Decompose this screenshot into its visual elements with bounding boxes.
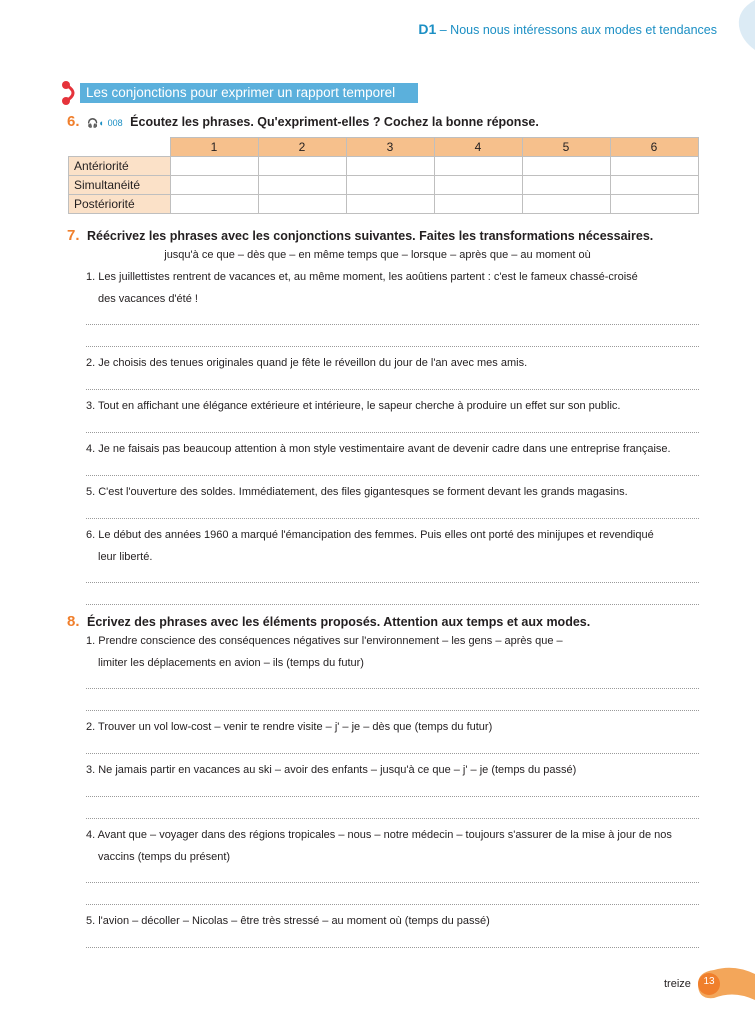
exercise-6-instruction bbox=[67, 113, 539, 130]
answer-line[interactable] bbox=[86, 796, 699, 797]
grid-col-5: 5 bbox=[522, 138, 610, 157]
list-item: 1. Les juillettistes rentrent de vacances et, au même moment, les aoûtiens partent : c'est le fameux chassé-croisé des vacances d'été ! bbox=[86, 271, 638, 305]
list-item: 6. Le début des années 1960 a marqué l'émancipation des femmes. Puis elles ont porté des minijupes et revendiqué leur liberté. bbox=[86, 529, 654, 563]
audio-track: 008 bbox=[107, 118, 123, 128]
grid-cell[interactable] bbox=[434, 157, 522, 176]
grid-cell[interactable] bbox=[258, 157, 346, 176]
audio-icon[interactable]: 🎧◖ bbox=[87, 118, 104, 128]
grid-col-4: 4 bbox=[434, 138, 522, 157]
grid-cell[interactable] bbox=[258, 176, 346, 195]
grid-cell[interactable] bbox=[610, 176, 698, 195]
unit-code: D1 bbox=[418, 21, 437, 37]
grid-cell[interactable] bbox=[522, 195, 610, 214]
grid-cell[interactable] bbox=[170, 176, 258, 195]
grid-cell[interactable] bbox=[258, 195, 346, 214]
corner-decoration-icon bbox=[735, 0, 755, 50]
exercise-7-text: Réécrivez les phrases avec les conjonctions suivantes. Faites les transformations nécessaires. bbox=[87, 229, 654, 243]
unit-title: – Nous nous intéressons aux modes et tendances bbox=[436, 23, 717, 37]
exercise-8-number: 8. bbox=[67, 613, 80, 630]
grid-cell[interactable] bbox=[522, 176, 610, 195]
conjunction-list: jusqu'à ce que – dès que – en même temps que – lorsque – après que – au moment où bbox=[164, 249, 591, 261]
grid-corner bbox=[69, 138, 171, 157]
answer-grid bbox=[68, 137, 699, 214]
exercise-7-number: 7. bbox=[67, 227, 80, 244]
list-item: 5. C'est l'ouverture des soldes. Immédiatement, des files gigantesques se forment devant les grands magasins. bbox=[86, 486, 628, 498]
list-item: 2. Je choisis des tenues originales quand je fête le réveillon du jour de l'an avec mes amis. bbox=[86, 357, 528, 369]
exercise-6-text: Écoutez les phrases. Qu'expriment-elles ? Cochez la bonne réponse. bbox=[130, 115, 539, 129]
section-title: Les conjonctions pour exprimer un rapport temporel bbox=[80, 83, 418, 103]
grid-col-3: 3 bbox=[346, 138, 434, 157]
list-item: 4. Je ne faisais pas beaucoup attention à mon style vestimentaire avant de devenir cadre dans une entreprise française. bbox=[86, 443, 671, 455]
grid-row-label: Antériorité bbox=[69, 157, 171, 176]
grid-cell[interactable] bbox=[346, 195, 434, 214]
grid-cell[interactable] bbox=[170, 195, 258, 214]
grid-col-1: 1 bbox=[170, 138, 258, 157]
grid-row-label: Postériorité bbox=[69, 195, 171, 214]
list-item: 1. Prendre conscience des conséquences négatives sur l'environnement – les gens – après que – limiter les déplacements en avion – ils (temps du futur) bbox=[86, 635, 563, 669]
answer-line[interactable] bbox=[86, 904, 699, 905]
list-item: 3. Ne jamais partir en vacances au ski – avoir des enfants – jusqu'à ce que – j' – je (temps du passé) bbox=[86, 764, 577, 776]
answer-line[interactable] bbox=[86, 475, 699, 476]
list-item: 2. Trouver un vol low-cost – venir te rendre visite – j' – je – dès que (temps du futur) bbox=[86, 721, 493, 733]
grid-cell[interactable] bbox=[170, 157, 258, 176]
grid-cell[interactable] bbox=[346, 157, 434, 176]
answer-line[interactable] bbox=[86, 432, 699, 433]
answer-line[interactable] bbox=[86, 753, 699, 754]
answer-line[interactable] bbox=[86, 518, 699, 519]
answer-line[interactable] bbox=[86, 346, 699, 347]
grid-col-6: 6 bbox=[610, 138, 698, 157]
grid-cell[interactable] bbox=[434, 176, 522, 195]
exercise-6-number: 6. bbox=[67, 113, 80, 130]
exercise-8-instruction bbox=[67, 613, 590, 630]
answer-line[interactable] bbox=[86, 389, 699, 390]
answer-line[interactable] bbox=[86, 324, 699, 325]
answer-line[interactable] bbox=[86, 947, 699, 948]
grid-row-label: Simultanéité bbox=[69, 176, 171, 195]
grid-cell[interactable] bbox=[610, 157, 698, 176]
page-header bbox=[418, 21, 717, 37]
answer-line[interactable] bbox=[86, 882, 699, 883]
grid-col-2: 2 bbox=[258, 138, 346, 157]
grid-cell[interactable] bbox=[434, 195, 522, 214]
list-item: 4. Avant que – voyager dans des régions tropicales – nous – notre médecin – toujours s'assurer de la mise à jour de nos vaccins (temps du présent) bbox=[86, 829, 672, 863]
answer-line[interactable] bbox=[86, 604, 699, 605]
grid-cell[interactable] bbox=[522, 157, 610, 176]
answer-line[interactable] bbox=[86, 710, 699, 711]
answer-line[interactable] bbox=[86, 582, 699, 583]
grid-cell[interactable] bbox=[346, 176, 434, 195]
answer-line[interactable] bbox=[86, 688, 699, 689]
page-number: 13 bbox=[703, 976, 715, 987]
answer-line[interactable] bbox=[86, 818, 699, 819]
exercise-7-instruction bbox=[67, 227, 653, 244]
list-item: 3. Tout en affichant une élégance extérieure et intérieure, le sapeur cherche à produire un effet sur son public. bbox=[86, 400, 621, 412]
grid-cell[interactable] bbox=[610, 195, 698, 214]
exercise-8-text: Écrivez des phrases avec les éléments proposés. Attention aux temps et aux modes. bbox=[87, 615, 591, 629]
page-number-word: treize bbox=[664, 978, 691, 990]
list-item: 5. l'avion – décoller – Nicolas – être très stressé – au moment où (temps du passé) bbox=[86, 915, 490, 927]
